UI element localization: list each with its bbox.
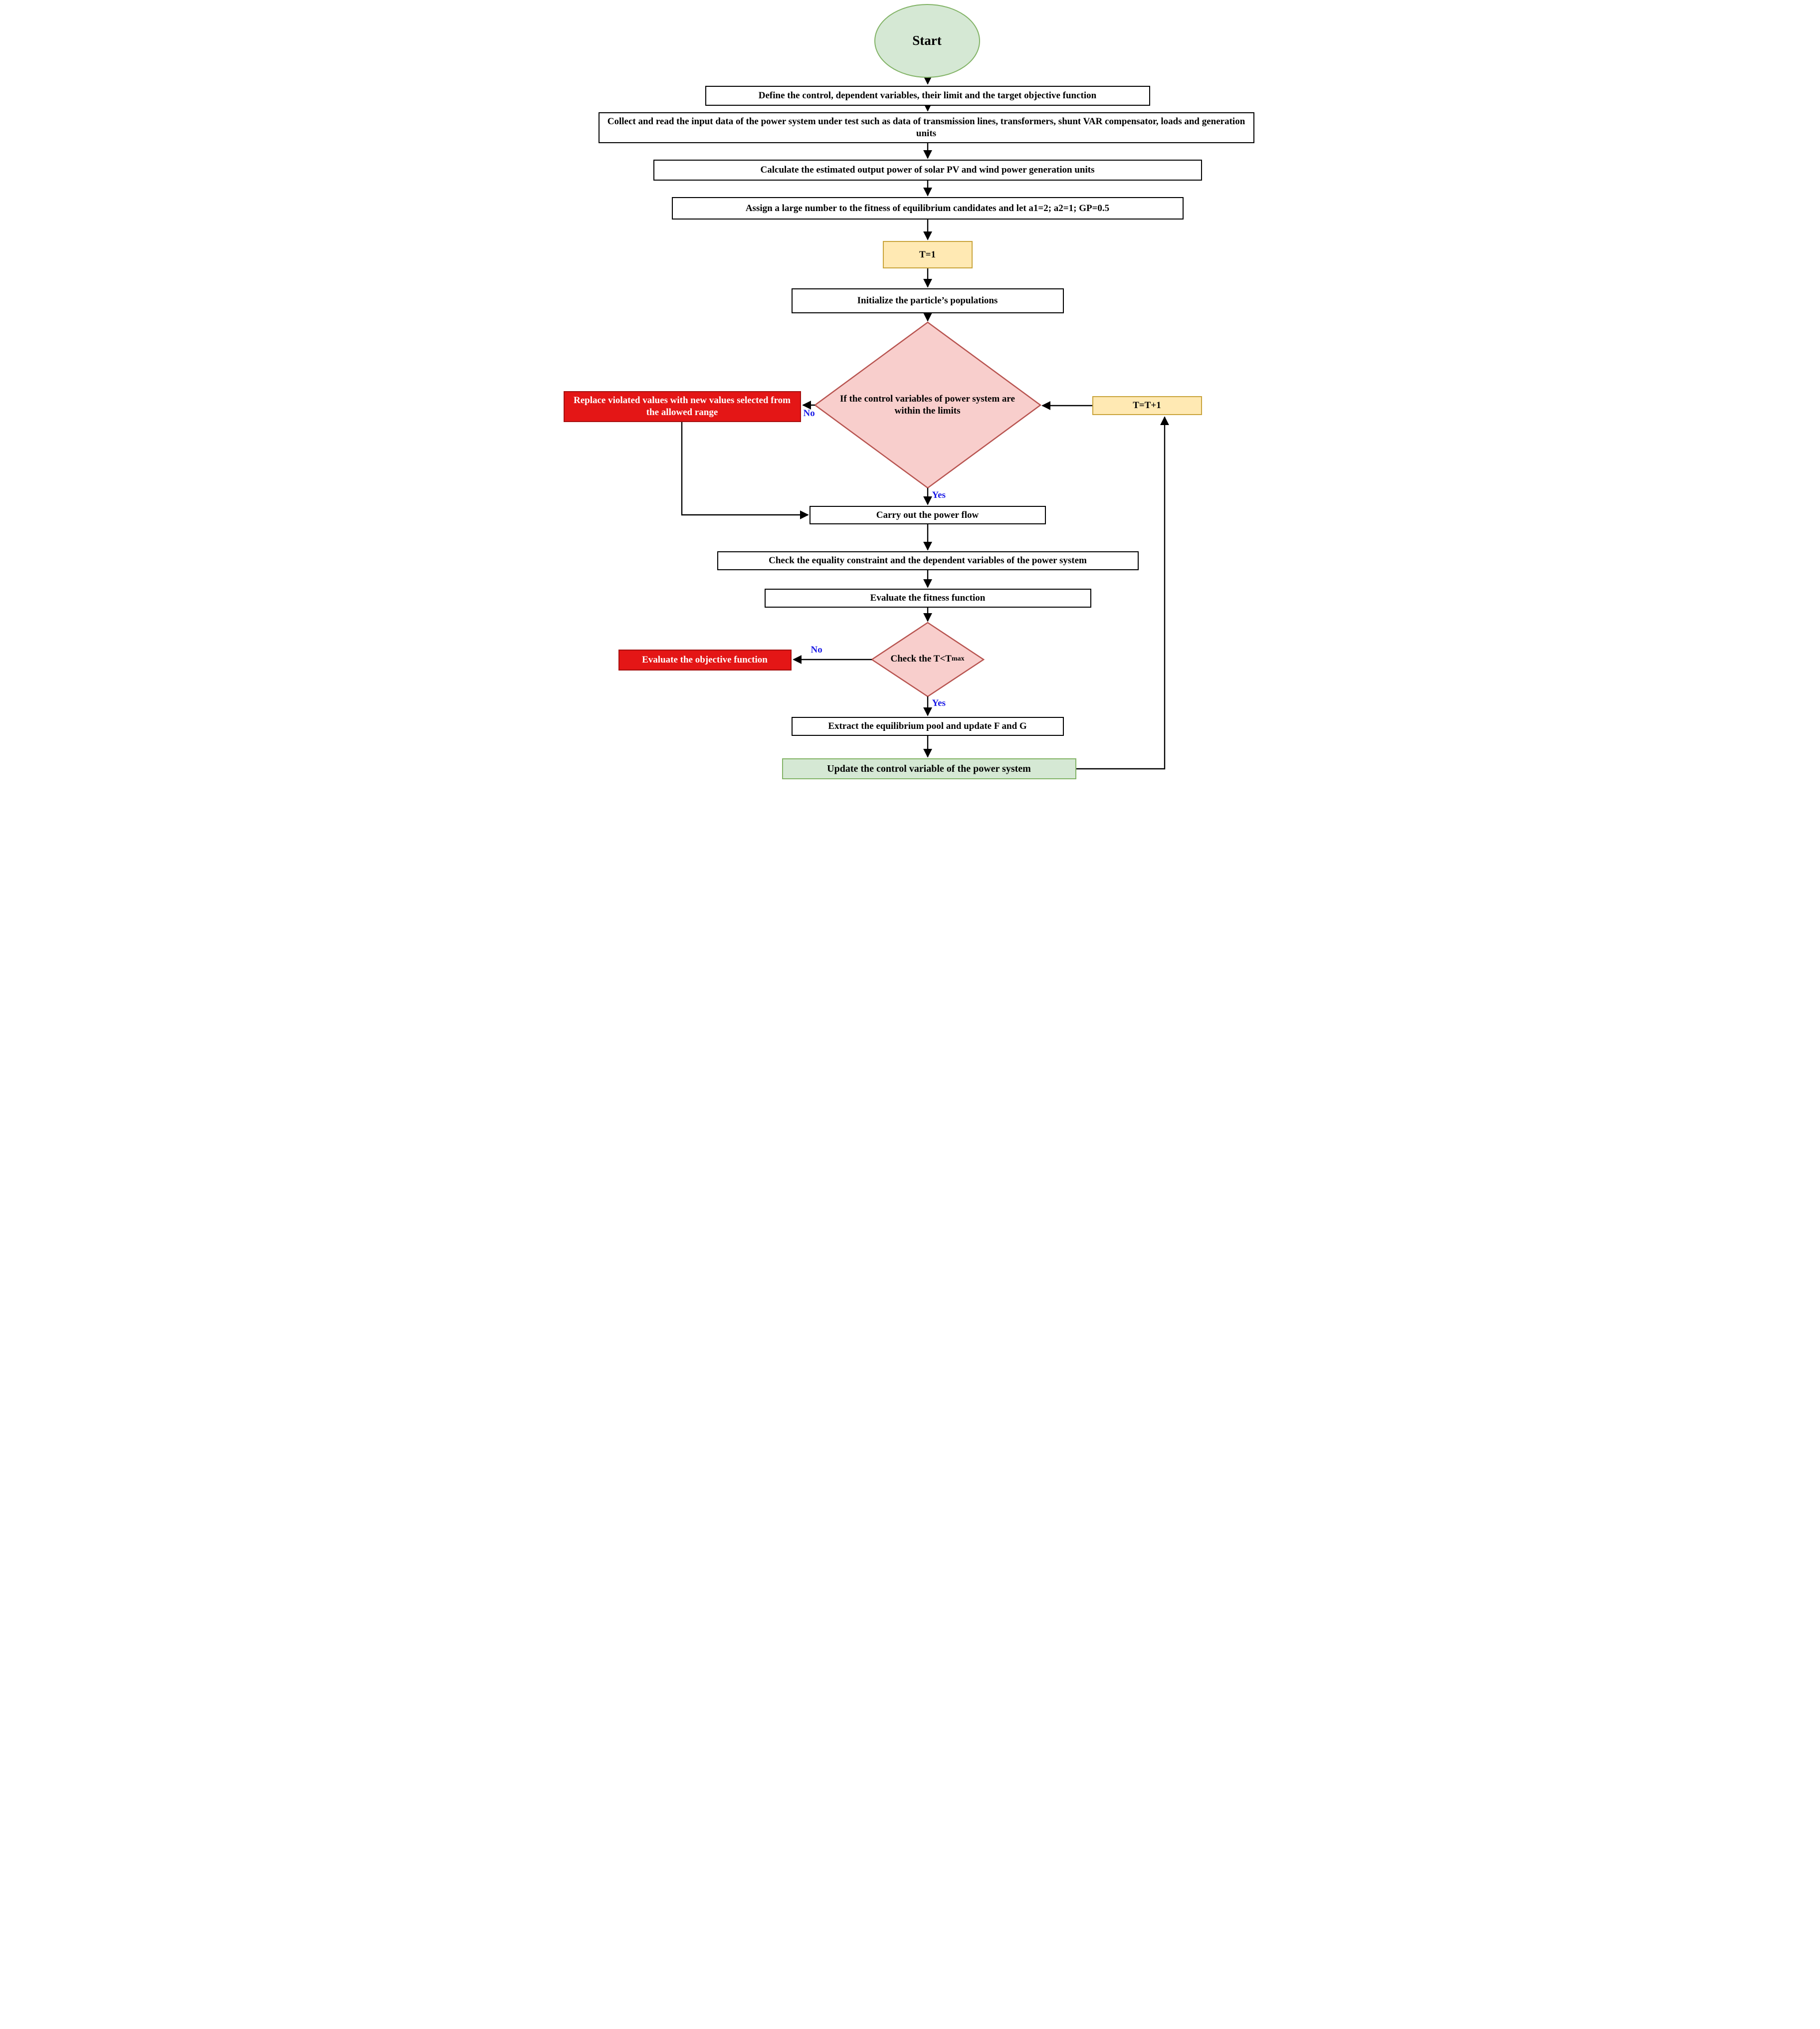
evaluate-fitness-step: Evaluate the fitness function [765,589,1091,608]
tmax-subscript: max [951,655,965,663]
tmax-yes-label: Yes [932,698,946,708]
replace-violated-values-step: Replace violated values with new values selected from the allowed range [564,391,801,422]
update-control-variable-step: Update the control variable of the power system [782,758,1076,779]
t-equals-1-step: T=1 [883,241,973,268]
limits-no-label: No [803,408,815,419]
evaluate-objective-step: Evaluate the objective function [618,650,792,671]
limits-decision-label: If the control variables of power system are within the limits [840,394,1015,416]
arrow-replace-powerflow [682,422,808,515]
power-flow-step: Carry out the power flow [809,506,1046,524]
limits-yes-label: Yes [932,490,946,500]
calculate-output-power-step: Calculate the estimated output power of solar PV and wind power generation units [653,160,1202,181]
assign-fitness-step: Assign a large number to the fitness of equilibrium candidates and let a1=2; a2=1; GP=0.5 [672,197,1184,220]
initialize-populations-step: Initialize the particle’s populations [792,288,1064,313]
flowchart-canvas [559,0,1262,784]
check-equality-constraint-step: Check the equality constraint and the dependent variables of the power system [717,551,1139,570]
extract-equilibrium-pool-step: Extract the equilibrium pool and update F and G [792,717,1064,736]
tmax-no-label: No [810,645,822,655]
tmax-decision-label [872,652,984,667]
t-plus-1-step: T=T+1 [1092,396,1202,415]
collect-input-data-step: Collect and read the input data of the power system under test such as data of transmission lines, transformers, shunt VAR compensator, loads and generation units [599,112,1254,143]
start-node: Start [874,4,980,78]
define-variables-step: Define the control, dependent variables, their limit and the target objective function [705,86,1150,106]
tmax-decision-text: Check the T<T [890,654,952,665]
